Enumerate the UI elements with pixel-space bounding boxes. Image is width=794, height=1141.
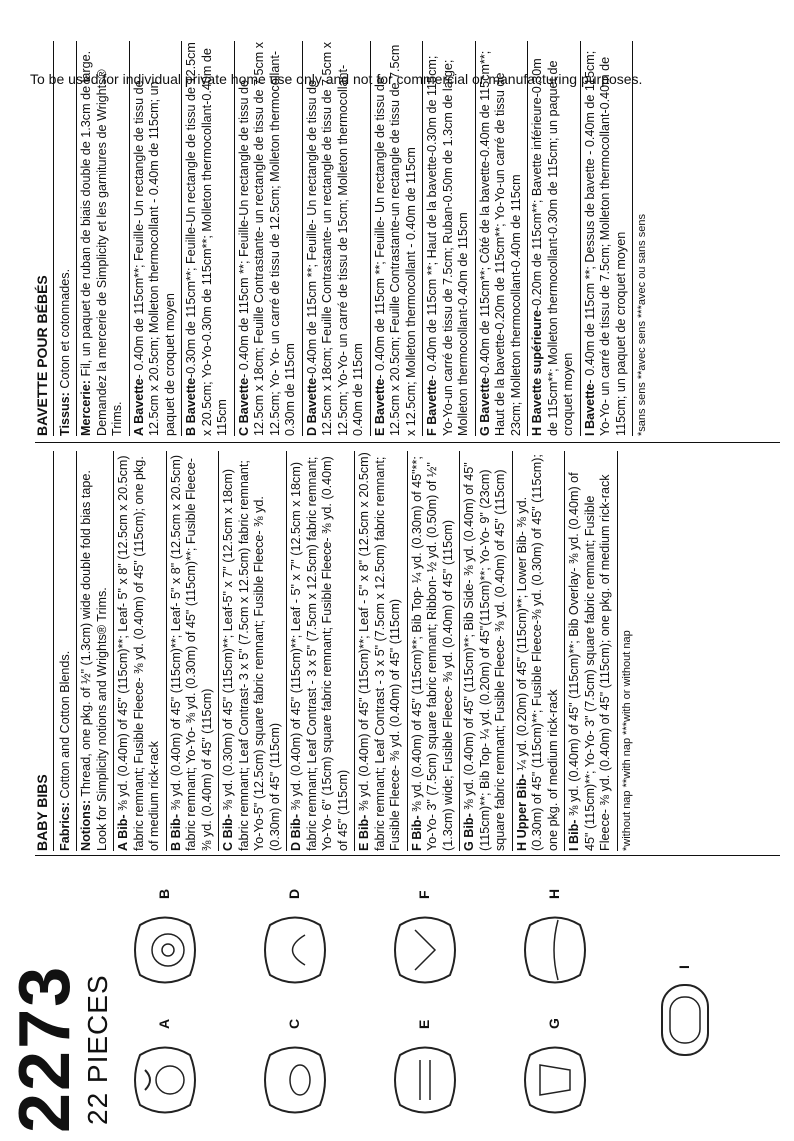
english-title: BABY BIBS — [35, 451, 54, 851]
french-footnote: *sans sens **avec sens ***avec ou sans sens — [636, 214, 648, 436]
view-row: H Upper Bib- ¼ yd. (0.20m) of 45" (115cm)**; Lower Bib- ⅜ yd. (0.30m) of 45" (115cm)**; Fusible Fleece-⅜ yd. (0.30m) of 45" (115cm); one pkg. of medium rick-rack — [513, 451, 566, 851]
fabrics-label: Fabrics: — [57, 802, 72, 851]
view-row: E Bavette- 0.40m de 115cm **; Feuille- Un rectangle de tissu de 12.5cm x 20.5cm; Feuille Contrastante-un rectangle de tissu de 7.5cm x 12.5cm; Molleton thermocollant - 0.40m de 115cm — [371, 41, 424, 436]
thumbnail-label: D — [286, 888, 302, 899]
view-row: D Bavette-0.40m de 115cm **; Feuille- Un rectangle de tissu de 12.5cm x 18cm; Feuille Contrastante- un rectangle de tissu de 7.5cm x 12.5cm; Yo-Yo- un carré de tissu de 15cm; Molleton thermocollant-0.40m de 115cm — [303, 41, 371, 436]
view-row: B Bavette-0.30m de 115cm**; Feuille-Un rectangle de tissu de 12.5cm x 20.5cm; Yo-Yo-0.30m de 115cm**; Molleton thermocollant-0.40m de 115cm — [182, 41, 235, 436]
thumbnail-i — [650, 955, 720, 1065]
view-row: B Bib- ⅜ yd. (0.40m) of 45" (115cm)**; Leaf- 5" x 8" (12.5cm x 20.5cm) fabric remnant; Yo-Yo- ⅜ yd. (0.30m) of 45" (115cm)**; Fusible Fleece- ⅜ yd. (0.40m) of 45" (115cm) — [167, 451, 220, 851]
view-row: F Bavette- 0.40m de 115cm **; Haut de la bavette-0.30m de 115cm; Yo-Yo-un carré de tissu de 7.5cm; Ruban-0.50m de 1.3cm de large; Molleton thermocollant-0.40m de 115cm — [423, 41, 476, 436]
view-row: D Bib- ⅜ yd. (0.40m) of 45" (115cm)**; Leaf - 5" x 7" (12.5cm x 18cm) fabric remnant; Leaf Contrast - 3 x 5" (7.5cm x 12.5cm) fabric remnant; Yo-Yo- 6" (15cm) square fabric remnant; Fusible Fleece- ⅜ yd. (0.40m) of 45" (115cm) — [287, 451, 355, 851]
pattern-header — [0, 863, 794, 1133]
english-column — [35, 451, 635, 851]
notions-text: Thread, one pkg. of ½" (1.3cm) wide double fold bias tape. Look for Simplicity notions and Wrights® Trims. — [79, 470, 109, 851]
thumbnail-a — [130, 1015, 200, 1125]
fabrics-row: Tissus: Coton et cotonnades. — [56, 41, 78, 436]
thumbnail-e — [390, 1015, 460, 1125]
thumbnail-label: I — [676, 965, 692, 969]
notions-row: Mercerie: Fil, un paquet de ruban de biais double de 1.3cm de large. Demandez la mercerie de Simplicity et les garnitures de Wrights® Trims. — [77, 41, 130, 436]
english-footnote: *without nap **with nap ***with or without nap — [620, 630, 633, 851]
thumbnail-b — [130, 885, 200, 995]
view-row: C Bib- ⅜ yd. (0.30m) of 45" (115cm)**; Leaf-5" x 7" (12.5cm x 18cm) fabric remnant; Leaf Contrast- 3 x 5" (7.5cm x 12.5cm) fabric remnant; Yo-Yo-5" (12.5cm) square fabric remnant; Fusible Fleece- ⅜ yd. (0.30m) of 45" (115cm) — [219, 451, 287, 851]
view-thumbnails — [130, 865, 780, 1125]
divider — [35, 442, 780, 443]
thumbnail-label: B — [156, 888, 172, 899]
view-row: H Bavette supérieure-0.20m de 115cm**; Bavette inférieure-0.30m de 115cm**; Molleton thermocollant-0.30m de 115cm; un paquet de croquet moyen — [528, 41, 581, 436]
divider — [35, 855, 780, 856]
notions-row — [77, 451, 114, 851]
pattern-number: 2273 — [5, 964, 85, 1133]
view-row: E Bib- ⅜ yd. (0.40m) of 45" (115cm)**; Leaf - 5" x 8" (12.5cm x 20.5cm) fabric remnant; Leaf Contrast - 3 x 5" (7.5cm x 12.5cm) fabric remnant; Fusible Fleece- ⅜ yd. (0.40m) of 45" (115cm) — [355, 451, 408, 851]
thumbnail-label: H — [546, 888, 562, 899]
thumbnail-label: G — [546, 1018, 562, 1029]
thumbnail-label: E — [416, 1019, 432, 1029]
fabrics-row — [56, 451, 78, 851]
thumbnail-c — [260, 1015, 330, 1125]
view-row: I Bib- ⅜ yd. (0.40m) of 45" (115cm)**; Bib Overlay- ⅜ yd. (0.40m) of 45" (115cm)**; Yo-Yo- 3" (7.5cm) square fabric remnant; Fusible Fleece- ⅜ yd. (0.40m) of 45" (115cm); one pkg. of medium rick-rack — [565, 451, 618, 851]
thumbnail-label: C — [286, 1018, 302, 1029]
thumbnail-g — [520, 1015, 590, 1125]
view-row: A Bavette- 0.40m de 115cm**; Feuille- Un rectangle de tissu de 12.5cm x 20.5cm; Molleton thermocollant - 0.40m de 115cm; un paquet de croquet moyen — [130, 41, 183, 436]
thumbnail-f — [390, 885, 460, 995]
view-row: G Bavette-0.40m de 115cm**; Côté de la bavette-0.40m de 115cm**; Haut de la bavette-0.20m de 115cm**; Yo-Yo-un carré de tissu de 23cm; Molleton thermocollant-0.40m de 115cm — [476, 41, 529, 436]
french-title: BAVETTE POUR BÉBÉS — [35, 41, 54, 436]
thumbnail-h — [520, 885, 590, 995]
view-row: A Bib- ⅜ yd. (0.40m) of 45" (115cm)**; Leaf- 5" x 8" (12.5cm x 20.5cm) fabric remnant; Fusible Fleece- ⅜ yd. (0.40m) of 45" (115cm); one pkg. of medium rick-rack — [114, 451, 167, 851]
thumbnail-d — [260, 885, 330, 995]
usage-disclaimer: To be used for individual private home use only and not for commercial or manufacturing purposes. — [30, 71, 643, 87]
thumbnail-label: F — [416, 890, 432, 899]
view-row: C Bavette- 0.40m de 115cm **; Feuille-Un rectangle de tissu de 12.5cm x 18cm; Feuille Contrastante- un rectangle de tissu de 7.5cm x 12.5cm; Yo- Yo- un carré de tissu de 12.5cm; Molleton thermocollant-0.30m de 115cm — [235, 41, 303, 436]
notions-label: Notions: — [79, 799, 93, 851]
thumbnail-label: A — [156, 1018, 172, 1029]
view-row: I Bavette- 0.40m de 115cm **; Dessus de bavette - 0.40m de 115cm; Yo-Yo- un carré de tissu de 7.5cm; Molleton thermocollant-0.40m de 115cm; un paquet de croquet moyen — [581, 41, 634, 436]
view-row: F Bib- ⅜ yd. (0.40m) of 45" (115cm)**; Bib Top- ¼ yd. (0.30m) of 45"**; Yo-Yo- 3" (7.5cm) square fabric remnant; Ribbon- ½ yd. (0.50m) of ½" (1.3cm) wide; Fusible Fleece- ⅜ yd. (0.40m) of 45" (115cm) — [408, 451, 461, 851]
view-row: G Bib- ⅜ yd. (0.40m) of 45" (115cm)**; Bib Side- ⅜ yd. (0.40m) of 45" (115cm)**; Bib Top- ¼ yd. (0.20m) of 45"(115cm)**; Yo-Yo- 9" (23cm) square fabric remnant; Fusible Fleece- ⅜ yd. (0.40m) of 45" (115cm) — [460, 451, 513, 851]
fabrics-text: Cotton and Cotton Blends. — [57, 650, 72, 799]
piece-count: 22 PIECES — [82, 974, 113, 1125]
